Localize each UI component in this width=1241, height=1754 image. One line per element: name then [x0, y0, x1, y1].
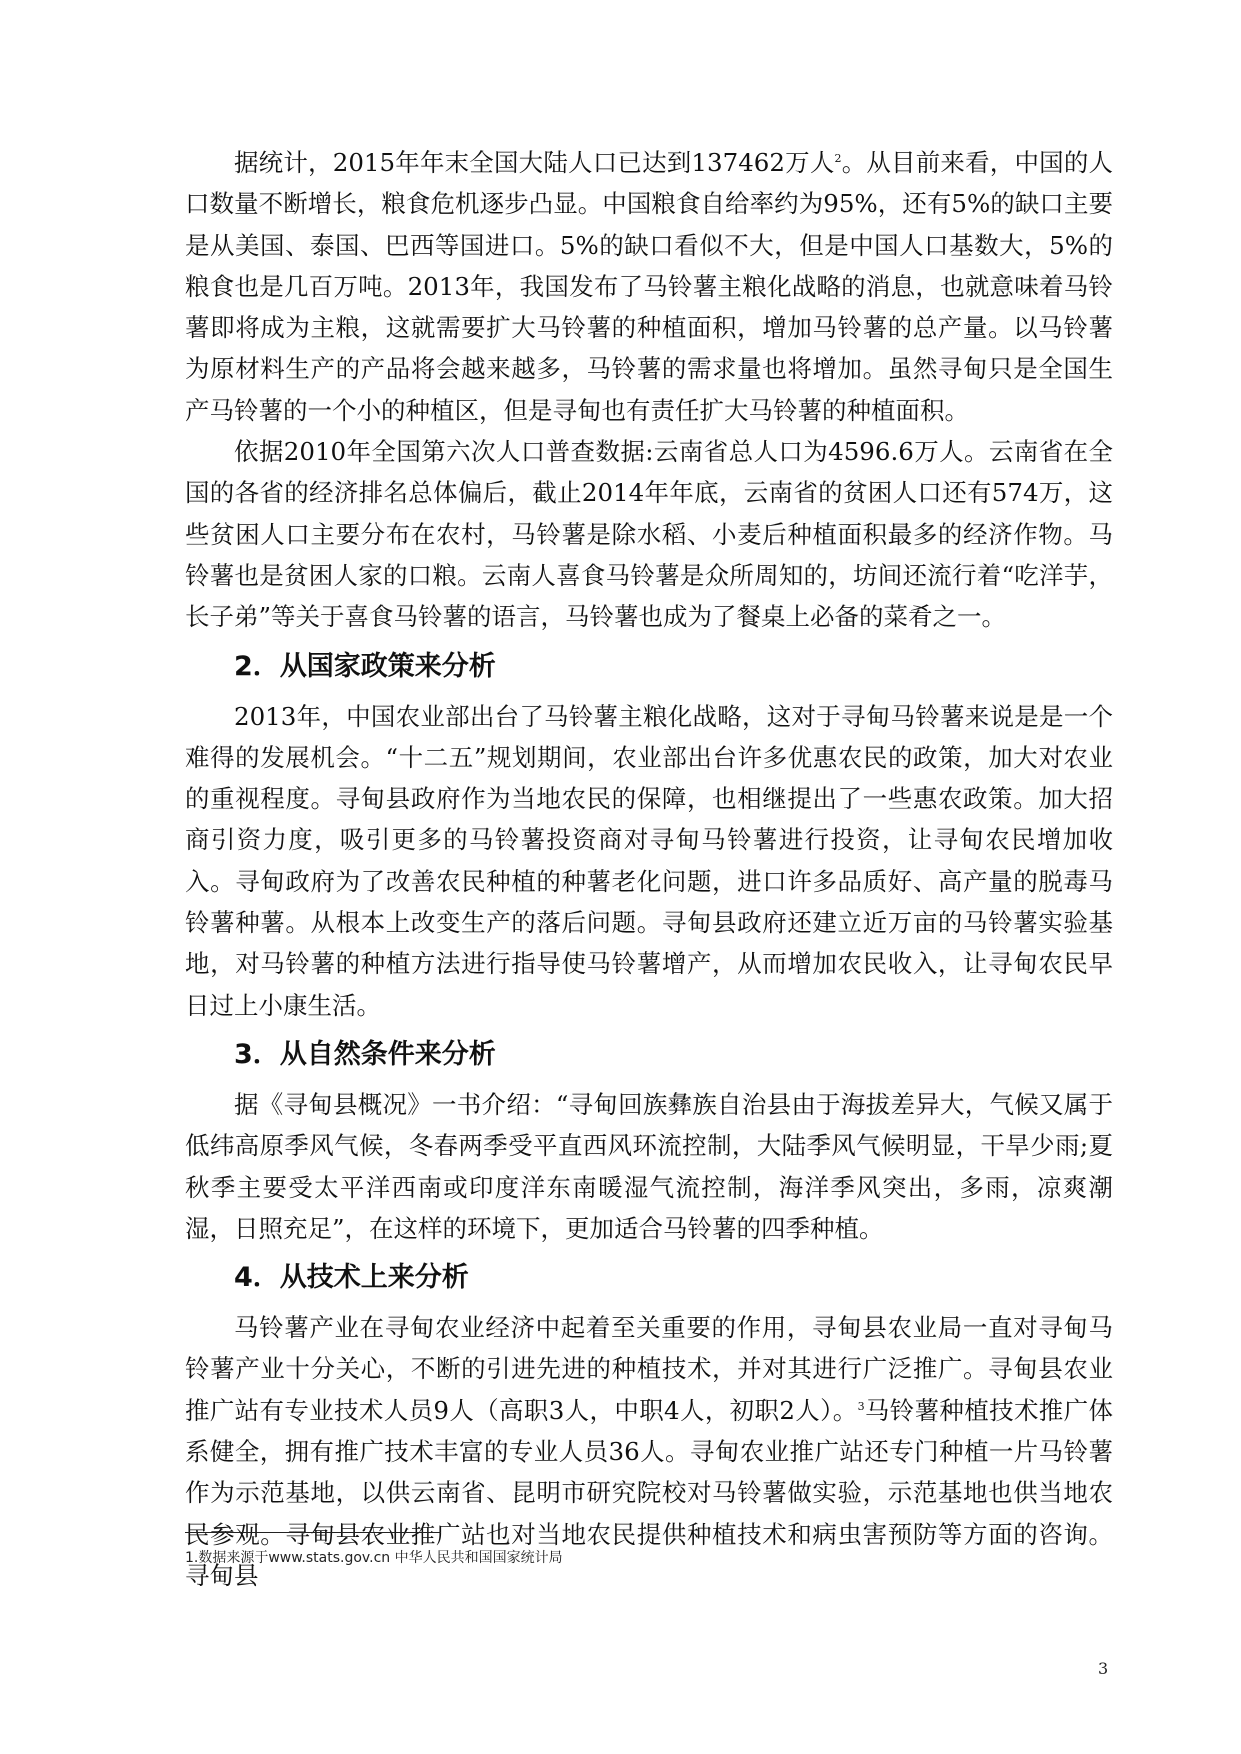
paragraph-technology-text-a: 马铃薯产业在寻甸农业经济中起着至关重要的作用，寻甸县农业局一直对寻甸马铃薯产业十分关心，不断的引进先进的种植技术，并对其进行广泛推广。寻甸县农业推广站有专业技术人员9人（高职3人，中职4人，初职2人）。 [185, 1313, 1113, 1425]
heading-natural-conditions: 3．从自然条件来分析 [234, 1038, 496, 1070]
footnote: 1.数据来源于www.stats.gov.cn 中华人民共和国国家统计局 [185, 1550, 563, 1566]
paragraph-technology-text-b: 马铃薯种植技术推广体系健全，拥有推广技术丰富的专业人员36人。寻甸农业推广站还专门种植一片马铃薯作为示范基地，以供云南省、昆明市研究院校对马铃薯做实验，示范基地也供当地农民参观。寻甸县农业推广站也对当地农民提供种植技术和病虫害预防等方面的咨询。寻甸县 [185, 1395, 1113, 1590]
heading-policy: 2．从国家政策来分析 [234, 650, 496, 682]
paragraph-yunnan: 依据2010年全国第六次人口普查数据:云南省总人口为4596.6万人。云南省在全国的各省的经济排名总体偏后，截止2014年年底，云南省的贫困人口还有574万，这些贫困人口主要分布在农村，马铃薯是除水稻、小麦后种植面积最多的经济作物。马铃薯也是贫困人家的口粮。云南人喜食马铃薯是众所周知的，坊间还流行着“吃洋芋，长子弟”等关于喜食马铃薯的语言，马铃薯也成为了餐桌上必备的菜肴之一。 [185, 437, 1113, 632]
paragraph-policy: 2013年，中国农业部出台了马铃薯主粮化战略，这对于寻甸马铃薯来说是是一个难得的发展机会。“十二五”规划期间，农业部出台许多优惠农民的政策，加大对农业的重视程度。寻甸县政府作为当地农民的保障，也相继提出了一些惠农政策。加大招商引资力度，吸引更多的马铃薯投资商对寻甸马铃薯进行投资，让寻甸农民增加收入。寻甸政府为了改善农民种植的种薯老化问题，进口许多品质好、高产量的脱毒马铃薯种薯。从根本上改变生产的落后问题。寻甸县政府还建立近万亩的马铃薯实验基地，对马铃薯的种植方法进行指导使马铃薯增产，从而增加农民收入，让寻甸农民早日过上小康生活。 [185, 701, 1113, 1020]
body-text [185, 142, 1113, 1596]
paragraph-population-text-a: 据统计，2015年年末全国大陆人口已达到137462万人 [234, 148, 835, 177]
footnote-divider [185, 1532, 441, 1533]
footnote-marker-3: 3 [857, 1399, 865, 1413]
footnote-marker-2: 2 [834, 151, 842, 165]
paragraph-population [185, 142, 1113, 431]
paragraph-natural-conditions: 据《寻甸县概况》一书介绍：“寻甸回族彝族自治县由于海拔差异大，气候又属于低纬高原季风气候，冬春两季受平直西风环流控制，大陆季风气候明显，干旱少雨;夏秋季主要受太平洋西南或印度洋东南暖湿气流控制，海洋季风突出，多雨，凉爽潮湿，日照充足”，在这样的环境下，更加适合马铃薯的四季种植。 [185, 1089, 1113, 1243]
paragraph-population-text-b: 。从目前来看，中国的人口数量不断增长，粮食危机逐步凸显。中国粮食自给率约为95%，还有5%的缺口主要是从美国、泰国、巴西等国进口。5%的缺口看似不大，但是中国人口基数大，5%的粮食也是几百万吨。2013年，我国发布了马铃薯主粮化战略的消息，也就意味着马铃薯即将成为主粮，这就需要扩大马铃薯的种植面积，增加马铃薯的总产量。以马铃薯为原材料生产的产品将会越来越多，马铃薯的需求量也将增加。虽然寻甸只是全国生产马铃薯的一个小的种植区，但是寻甸也有责任扩大马铃薯的种植面积。 [185, 148, 1114, 425]
heading-technology: 4．从技术上来分析 [234, 1262, 469, 1294]
page-number: 3 [1098, 1659, 1109, 1678]
